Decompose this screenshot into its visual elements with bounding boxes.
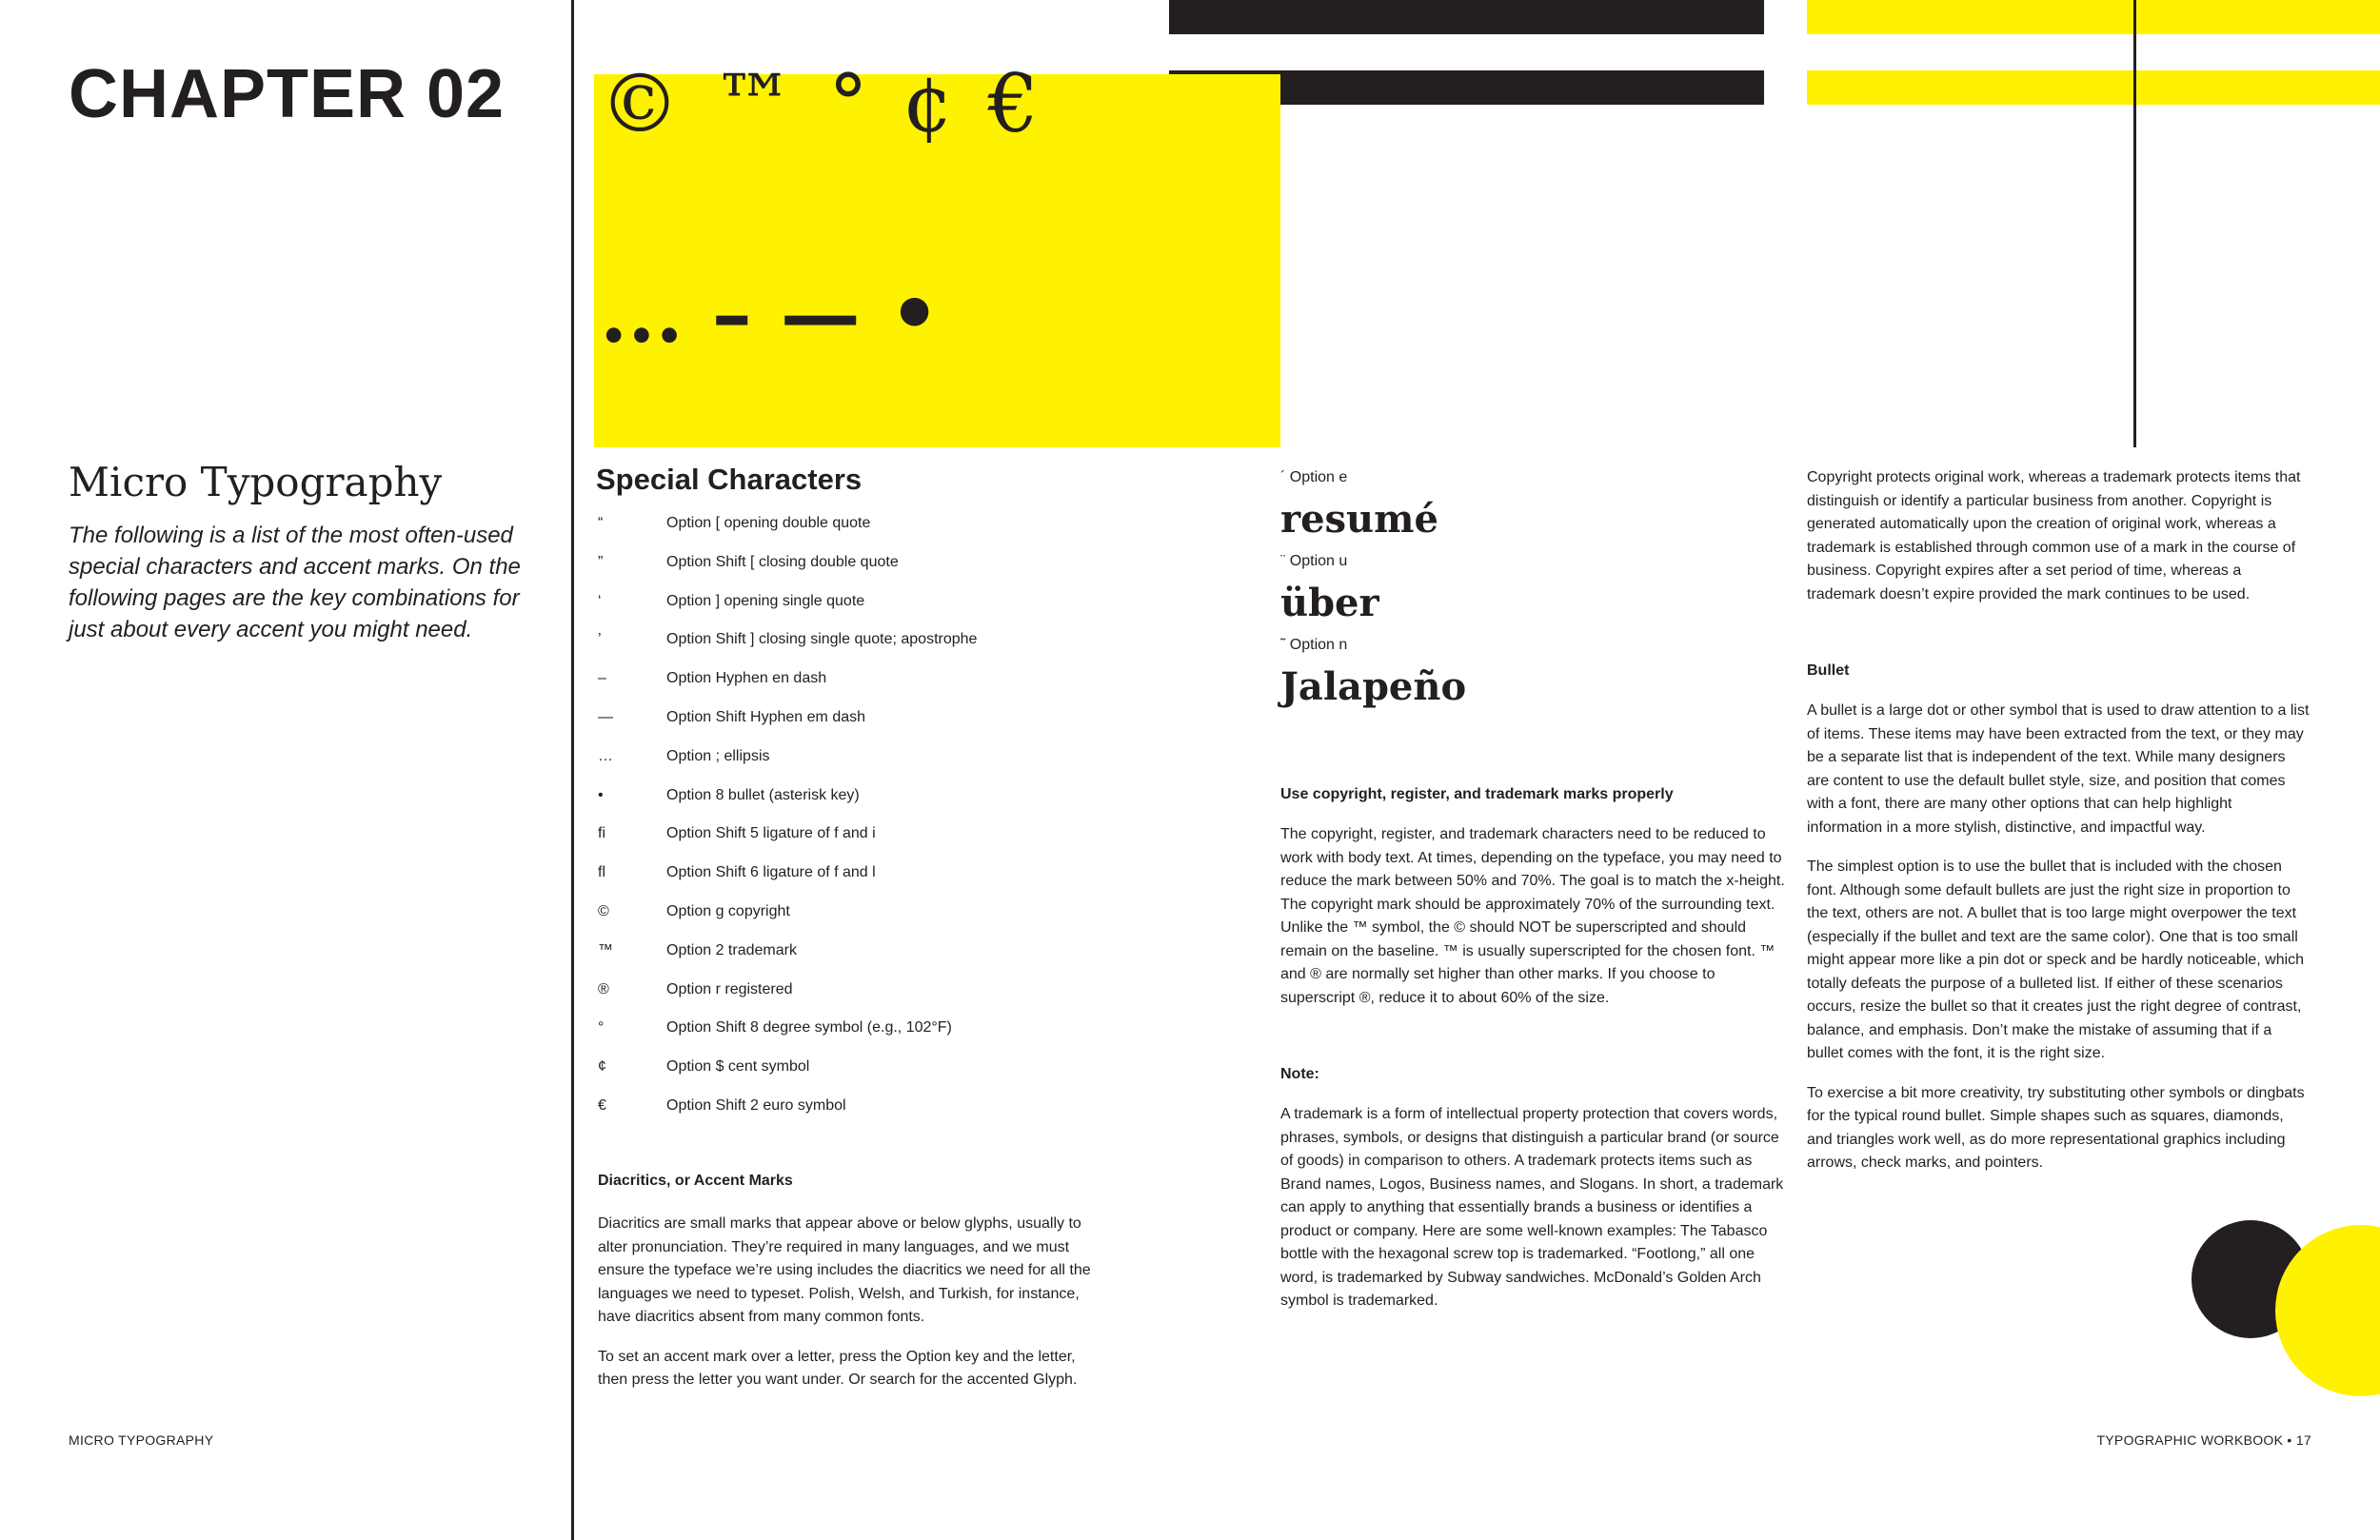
list-item: … Option ; ellipsis <box>598 747 770 764</box>
top-yellow-bar-2 <box>1807 70 2380 105</box>
diacritics-paragraph-2: To set an accent mark over a letter, press the Option key and the letter, then press the letter you want under. Or search for the accented Glyph. <box>598 1348 1078 1388</box>
accent-word: Jalapeño <box>1280 664 1467 709</box>
glyph-row-2 <box>600 267 968 361</box>
special-characters-list <box>598 512 1150 1134</box>
list-item: fl Option Shift 6 ligature of f and l <box>598 864 876 881</box>
glyph-row-1 <box>600 57 1073 150</box>
diacritics-heading: Diacritics, or Accent Marks <box>598 1173 793 1189</box>
note-body: A trademark is a form of intellectual property protection that covers words, phrases, symbols, or designs that distinguish a particular brand (or source of goods) in comparison to others. A trademark protects items such as Brand names, Logos, Business names, and Slogans. In short, a trademark can apply to anything that essentially brands a business or identifies a product or company. Here are some well-known examples: The Tabasco bottle with the hexagonal screw top is trademarked. “Footlong,” all one word, is trademarked by Subway sandwiches. McDonald’s Golden Arch symbol is trademarked. <box>1280 1106 1784 1309</box>
diacritics-body <box>598 1213 1107 1409</box>
copyright-body: The copyright, register, and trademark characters need to be reduced to work with body text. At times, depending on the typeface, you may need to reduce the mark between 50% and 70%. The goal is to match the x-height. The copyright mark should be approximately 70% of the surrounding text. Unlike the ™ symbol, the © should NOT be superscripted and should remain on the baseline. ™ is usually superscripted for the chosen font. ™ and ® are normally set higher than other marks. If you choose to superscript ®, reduce it to about 60% of the size. <box>1280 826 1785 1006</box>
list-item: ¢ Option $ cent symbol <box>598 1058 810 1076</box>
list-item: ’ Option Shift ] closing single quote; apostrophe <box>598 631 978 648</box>
list-item: fi Option Shift 5 ligature of f and i <box>598 825 876 842</box>
em-dash-glyph: — <box>780 267 861 361</box>
list-item: — Option Shift Hyphen em dash <box>598 708 866 725</box>
top-yellow-bar-1 <box>1807 0 2380 34</box>
cent-glyph: ¢ <box>902 57 954 150</box>
bullet-heading: Bullet <box>1807 662 1850 679</box>
list-item: ™ Option 2 trademark <box>598 941 797 958</box>
en-dash-glyph: – <box>711 267 752 361</box>
list-item: • Option 8 bullet (asterisk key) <box>598 786 860 803</box>
right-vertical-rule <box>2133 0 2136 447</box>
bullet-paragraph-3: To exercise a bit more creativity, try substituting other symbols or dingbats for the typical round bullet. Simple shapes such as squares, diamonds, and triangles work well, as do more representational graphics including arrows, check marks, and pointers. <box>1807 1084 2305 1171</box>
footer-left: MICRO TYPOGRAPHY <box>69 1432 214 1448</box>
accent-label: ´ Option e <box>1280 469 1348 485</box>
trademark-glyph: ™ <box>714 57 794 150</box>
footer-right: TYPOGRAPHIC WORKBOOK • 17 <box>2096 1432 2311 1448</box>
accent-label: ¨ Option u <box>1280 553 1348 569</box>
list-item: € Option Shift 2 euro symbol <box>598 1096 846 1114</box>
copyright-vs-trademark: Copyright protects original work, whereas a trademark protects items that distinguish or identify a particular business from another. Copyright is generated automatically upon the creation of original work, whereas a trademark is established through common use of a mark in the course of business. Copyright expires after a set period of time, whereas a trademark doesn’t expire provided the mark continues to be used. <box>1807 469 2301 602</box>
bullet-paragraph-2: The simplest option is to use the bullet that is included with the chosen font. Although some default bullets are just the right size in proportion to the text, others are not. A bullet that is too large might overpower the text (especially if the bullet and text are the same color). One that is too small might appear more like a pin dot or speck and be hardly noticeable, which totally defeats the purpose of a bulleted list. If either of these scenarios occurs, resize the bullet so that it creates just the right degree of contrast, balance, and emphasis. Don’t make the mistake of assuming that if a bullet comes with the font, it is the right size. <box>1807 859 2305 1061</box>
special-characters-heading: Special Characters <box>596 463 863 496</box>
diacritics-paragraph-1: Diacritics are small marks that appear above or below glyphs, usually to alter pronunciation. They’re required in many languages, and we must ensure the typeface we’re using includes the diacritics we need for all the languages we need to typeset. Polish, Welsh, and Turkish, for instance, have diacritics absent from many common fonts. <box>598 1215 1091 1325</box>
list-item: © Option g copyright <box>598 902 790 919</box>
degree-glyph: ° <box>828 57 868 150</box>
accent-word: resumé <box>1280 497 1438 542</box>
section-title: Micro Typography <box>69 459 443 505</box>
list-item: ” Option Shift [ closing double quote <box>598 553 899 570</box>
top-dark-bar-1 <box>1169 0 1764 34</box>
accent-examples <box>1280 466 1785 710</box>
chapter-title: CHAPTER 02 <box>69 56 506 132</box>
accent-word: über <box>1280 581 1379 625</box>
bullet-paragraph-1: A bullet is a large dot or other symbol that is used to draw attention to a list of items. These items may have been extracted from the text, or they may be a separate list that is independent of the text. While many designers are content to use the default bullet style, size, and position that comes with a font, there are many other options that can help highlight information in a more stylish, distinctive, and impactful way. <box>1807 702 2310 836</box>
list-item: “ Option [ opening double quote <box>598 515 871 531</box>
euro-glyph: € <box>987 57 1039 150</box>
accent-label: ˜ Option n <box>1280 637 1348 653</box>
copyright-glyph: © <box>600 57 680 150</box>
bullet-body <box>1807 700 2311 1192</box>
copyright-heading: Use copyright, register, and trademark marks properly <box>1280 786 1674 802</box>
ellipsis-glyph: ... <box>600 267 684 361</box>
list-item: ° Option Shift 8 degree symbol (e.g., 102°F) <box>598 1019 952 1037</box>
list-item: ‘ Option ] opening single quote <box>598 592 865 609</box>
page-divider <box>571 0 574 1540</box>
list-item: – Option Hyphen en dash <box>598 670 827 687</box>
note-heading: Note: <box>1280 1066 1319 1082</box>
bullet-glyph: • <box>888 267 941 361</box>
list-item: ® Option r registered <box>598 980 793 997</box>
section-intro: The following is a list of the most often-used special characters and accent marks. On the following pages are the key combinations for just about every accent you might need. <box>69 523 521 642</box>
